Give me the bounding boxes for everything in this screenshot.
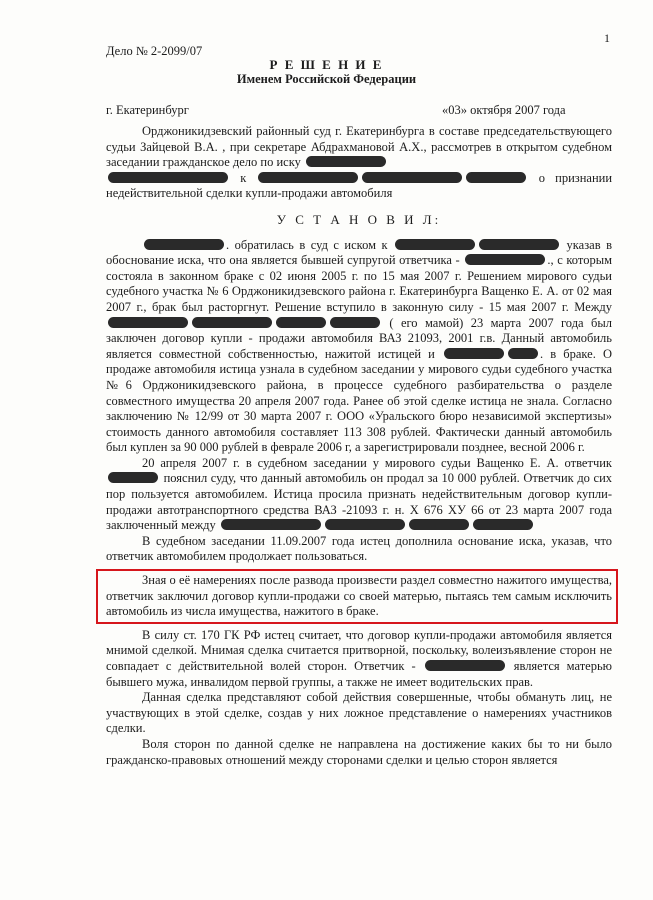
redaction — [108, 172, 228, 183]
paragraph-deal: Данная сделка представляют собой действия совершенные, чтобы обмануть лиц, не участвующих в этой сделке, создав у них ложное представление о намерениях участников сделки. — [106, 690, 612, 736]
redaction — [108, 472, 158, 483]
redaction — [425, 660, 505, 671]
redaction — [479, 239, 559, 250]
document-subtitle: Именем Российской Федерации — [236, 72, 417, 86]
hearing-text-a: 20 апреля 2007 г. в судебном заседании у мирового судьи Ващенко Е. А. ответчик — [142, 455, 612, 470]
paragraph-intro — [106, 124, 612, 202]
intro-text: Орджоникидзевский районный суд г. Екатеринбурга в составе председательствующего судьи Зайцевой В.А. , при секретаре Абдрахмановой А.Х., рассмотрев в открытом судебном заседании гражданское дело по иску — [106, 124, 612, 170]
redaction — [276, 317, 326, 328]
redaction — [221, 519, 321, 530]
redaction — [395, 239, 475, 250]
claim-text-d: ( его мамой) 23 марта 2007 года был заключен договор купли - продажи автомобиля ВАЗ 21093, 2001 г.в. Данный автомобиль является совместной собственностью, нажитой истицей и — [106, 315, 612, 361]
section-heading: У С Т А Н О В И Л: — [276, 211, 442, 227]
claim-text-b: указав в обоснование иска, что она является бывшей супругой ответчика - — [106, 237, 612, 268]
redaction — [144, 239, 224, 250]
intro-text-b: к — [240, 170, 247, 185]
claim-text-e: . в браке. О продаже автомобиля истица узнала в судебном заседании у мирового судьи судебного участка №6 Орджоникидзевского района, в процессе судебного разбирательства о разделе совместного имущества 20 апреля 2007 года. Ранее об этой сделке истица не знала. Согласно заключению № 12/99 от 30 марта 2007 г. ООО «Уральского бюро независимой экспертизы» стоимость данного автомобиля составляет 113 308 рублей. Фактически данный автомобиль был куплен за 90 000 рублей в феврале 2006 г, а зарегистрировали позднее, весной 2006 г. — [106, 346, 612, 455]
paragraph-will: Воля сторон по данной сделке не направлена на достижение каких бы то ни было гражданско-правовых отношений между сторонами сделки и целью сторон является — [106, 736, 612, 767]
redaction — [306, 156, 386, 167]
redaction — [444, 348, 504, 359]
law-text-a: В силу ст. 170 ГК РФ истец считает, что договор купли-продажи автомобиля является мнимой сделкой. Мнимая сделка считается притворной, поскольку, волеизъявление сторон не совпадает с действительной волей сторон. Ответчик - — [106, 627, 612, 673]
page-number: 1 — [604, 31, 610, 45]
redaction — [330, 317, 380, 328]
redaction — [465, 254, 545, 265]
redaction — [362, 172, 462, 183]
paragraph-claim — [106, 238, 612, 456]
redaction — [325, 519, 405, 530]
redaction — [409, 519, 469, 530]
paragraph-hearing — [106, 456, 612, 534]
highlight-box — [96, 569, 618, 624]
paragraph-highlighted: Зная о её намерениях после развода произвести раздел совместно нажитого имущества, ответчик заключил договор купли-продажи со своей матерью, пытаясь тем самым исключить автомобиль из числа имущества, нажитого в браке. — [106, 573, 612, 619]
redaction — [108, 317, 188, 328]
date: «03» октября 2007 года — [442, 103, 566, 117]
redaction — [192, 317, 272, 328]
law-text-b: является матерью бывшего мужа, инвалидом первой группы, а также не имеет водительских прав. — [106, 659, 613, 689]
redaction — [508, 348, 538, 359]
redaction — [473, 519, 533, 530]
case-number: Дело № 2-2099/07 — [106, 44, 203, 58]
redaction — [258, 172, 358, 183]
claim-text-a: . обратилась в суд с иском к — [226, 237, 388, 252]
paragraph-law — [106, 628, 612, 690]
claim-text-c: ., с которым состояла в законном браке с 02 июня 2005 г. по 15 мая 2007 г. Решением мирового судьи судебного участка № 6 Орджоникидзевского района г. Екатеринбурга Ващенко Е. А. от 02 мая 2007 г., брак был расторгнут. Решение вступило в законную силу - 15 мая 2007 г. Между — [106, 253, 612, 314]
city: г. Екатеринбург — [106, 103, 189, 117]
paragraph-amendment: В судебном заседании 11.09.2007 года истец дополнила основание иска, указав, что ответчик автомобилем продолжает пользоваться. — [106, 533, 612, 564]
intro-text-c: о признании недействительной сделки купли-продажи автомобиля — [106, 170, 613, 201]
hearing-text-b: пояснил суду, что данный автомобиль он продал за 10 000 рублей. Ответчик до сих пор пользуется автомобилем. Истица просила признать недействительным договор купли-продажи автотранспортного средства ВАЗ -21093 г. н. Х 676 ХУ 66 от 23 марта 2007 года заключенный между — [106, 471, 613, 533]
document-title: Р Е Ш Е Н И Е — [269, 57, 384, 72]
document-body — [106, 124, 612, 768]
redaction — [466, 172, 526, 183]
